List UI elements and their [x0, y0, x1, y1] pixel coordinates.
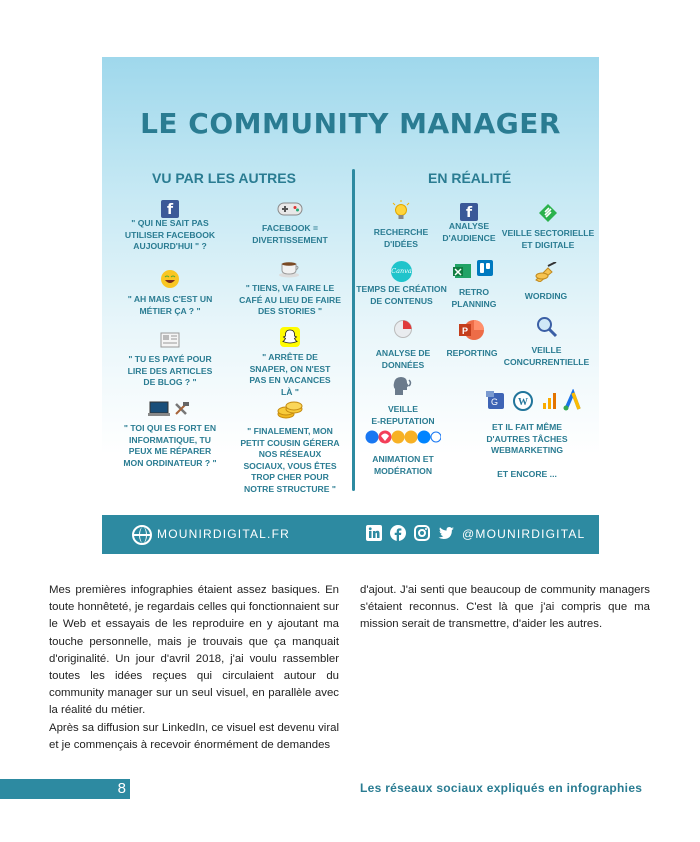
gamepad-icon — [277, 200, 303, 223]
reality-text: ANALYSE D'AUDIENCE — [442, 221, 496, 243]
reality-text: TEMPS DE CRÉATION DE CONTENUS — [356, 284, 447, 306]
myth-text: " TOI QUI ES FORT EN INFORMATIQUE, TU PEUX ME RÉPARER MON ORDINATEUR ? " — [123, 423, 217, 468]
powerpoint-icon — [459, 319, 485, 346]
reactions-icon — [365, 429, 441, 450]
lightbulb-icon — [391, 200, 411, 227]
reality-item — [358, 319, 448, 371]
myth-item — [230, 200, 350, 246]
right-column-heading: EN RÉALITÉ — [428, 170, 512, 186]
reality-text: VEILLE CONCURRENTIELLE — [503, 345, 590, 367]
speaking-head-icon — [392, 375, 414, 402]
reality-text: RETRO PLANNING — [451, 287, 497, 309]
myth-item — [110, 200, 230, 253]
facebook-icon[interactable] — [390, 525, 406, 541]
globe-icon — [132, 525, 152, 545]
pie-chart-icon — [393, 319, 413, 344]
infographic-footer — [102, 515, 599, 554]
excel-trello-icon — [453, 258, 495, 285]
body-right-column — [360, 582, 650, 634]
feedly-icon — [538, 203, 558, 228]
social-handle[interactable]: @MOUNIRDIGITAL — [462, 527, 586, 541]
reality-text: VEILLE E-REPUTATION — [371, 404, 435, 426]
reality-text: REPORTING — [446, 348, 498, 358]
coffee-icon — [279, 260, 301, 283]
computer-tools-icon — [148, 400, 192, 423]
myth-item — [230, 260, 350, 318]
reality-text: ANIMATION ET MODÉRATION — [372, 454, 434, 476]
myth-text: " TU ES PAYÉ POUR LIRE DES ARTICLES DE BLOG ? " — [127, 354, 213, 387]
reality-item — [462, 389, 592, 457]
reality-item — [358, 375, 448, 427]
reality-text: WORDING — [524, 291, 568, 301]
page-number: 8 — [117, 780, 126, 797]
magnifier-icon — [536, 316, 558, 343]
infographic-title: LE COMMUNITY MANAGER — [140, 107, 561, 140]
svg-text:G: G — [491, 397, 499, 407]
body-left-column — [49, 582, 339, 754]
reality-item — [498, 203, 598, 251]
reality-text: ANALYSE DE DONNÉES — [375, 348, 431, 370]
myth-item — [230, 401, 350, 495]
running-title: Les réseaux sociaux expliqués en infographies — [360, 781, 643, 795]
reality-text: ET ENCORE ... — [497, 469, 557, 479]
svg-text:P: P — [462, 326, 469, 336]
facebook-icon: f — [161, 200, 179, 218]
myth-text: " ARRÊTE DE SNAPER, ON N'EST PAS EN VACANCES LÀ " — [249, 352, 331, 397]
myth-text: FACEBOOK = DIVERTISSEMENT — [252, 223, 328, 245]
tools-logos-icon — [472, 389, 582, 418]
svg-text:W: W — [518, 397, 528, 408]
myth-item — [230, 327, 350, 398]
instagram-icon[interactable] — [414, 525, 430, 541]
linkedin-icon[interactable] — [366, 525, 382, 541]
newspaper-icon — [159, 331, 181, 354]
snapchat-icon — [280, 327, 300, 352]
myth-item — [110, 269, 230, 317]
myth-text: " AH MAIS C'EST UN MÉTIER ÇA ? " — [127, 294, 213, 316]
reality-item — [356, 200, 446, 250]
left-column-heading: VU PAR LES AUTRES — [152, 170, 296, 186]
reality-item — [358, 429, 448, 477]
myth-text: " FINALEMENT, MON PETIT COUSIN GÉRERA NOS RÉSEAUX SOCIAUX, VOUS ÊTES TROP CHER POUR NOTRE STRUCTURE " — [240, 426, 340, 494]
facebook-icon: f — [460, 203, 478, 221]
column-divider — [352, 169, 355, 491]
myth-item — [110, 331, 230, 389]
reality-text: VEILLE SECTORIELLE ET DIGITALE — [501, 228, 595, 250]
paragraph: Après sa diffusion sur LinkedIn, ce visuel est devenu viral et je commençais à recevoir énormément de demandes — [49, 721, 339, 751]
money-icon — [277, 401, 303, 426]
myth-item — [110, 400, 230, 469]
myth-text: " QUI NE SAIT PAS UTILISER FACEBOOK AUJOURD'HUI " ? — [124, 218, 216, 252]
reality-item — [354, 261, 449, 307]
reality-item — [494, 316, 599, 368]
reality-text: RECHERCHE D'IDÉES — [373, 227, 429, 249]
reality-item — [434, 203, 504, 244]
paragraph: d'ajout. J'ai senti que beaucoup de community managers s'étaient reconnus. C'est là que j'ai compris que ma mission serait de transmettre, d'aider les autres. — [360, 584, 650, 631]
myth-text: " TIENS, VA FAIRE LE CAFÉ AU LIEU DE FAIRE DES STORIES " — [239, 283, 341, 316]
writing-hand-icon — [534, 262, 558, 287]
reality-item — [438, 258, 510, 310]
reality-text: ET IL FAIT MÊME D'AUTRES TÂCHES WEBMARKETING — [486, 422, 568, 455]
canva-icon: Canva — [391, 261, 412, 282]
reality-item — [506, 262, 586, 303]
paragraph: Mes premières infographies étaient assez basiques. En toute honnêteté, je regardais celles qui fonctionnaient sur le Web et essayais de les reproduire en y ajoutant ma touche personnelle, mais je trouvais que ça manquait d'originalité. Un jour d'avril 2018, j'ai voulu rassembler toutes les idées reçues qui circulaient autour du community manager sur un seul visuel, en parallèle avec la réalité du métier. — [49, 584, 339, 717]
website-text[interactable]: MOUNIRDIGITAL.FR — [157, 527, 290, 541]
laughing-emoji-icon — [160, 269, 180, 294]
infographic — [102, 57, 599, 554]
reality-item — [472, 469, 582, 481]
twitter-icon[interactable] — [438, 525, 454, 541]
page-number-bar — [0, 779, 130, 799]
